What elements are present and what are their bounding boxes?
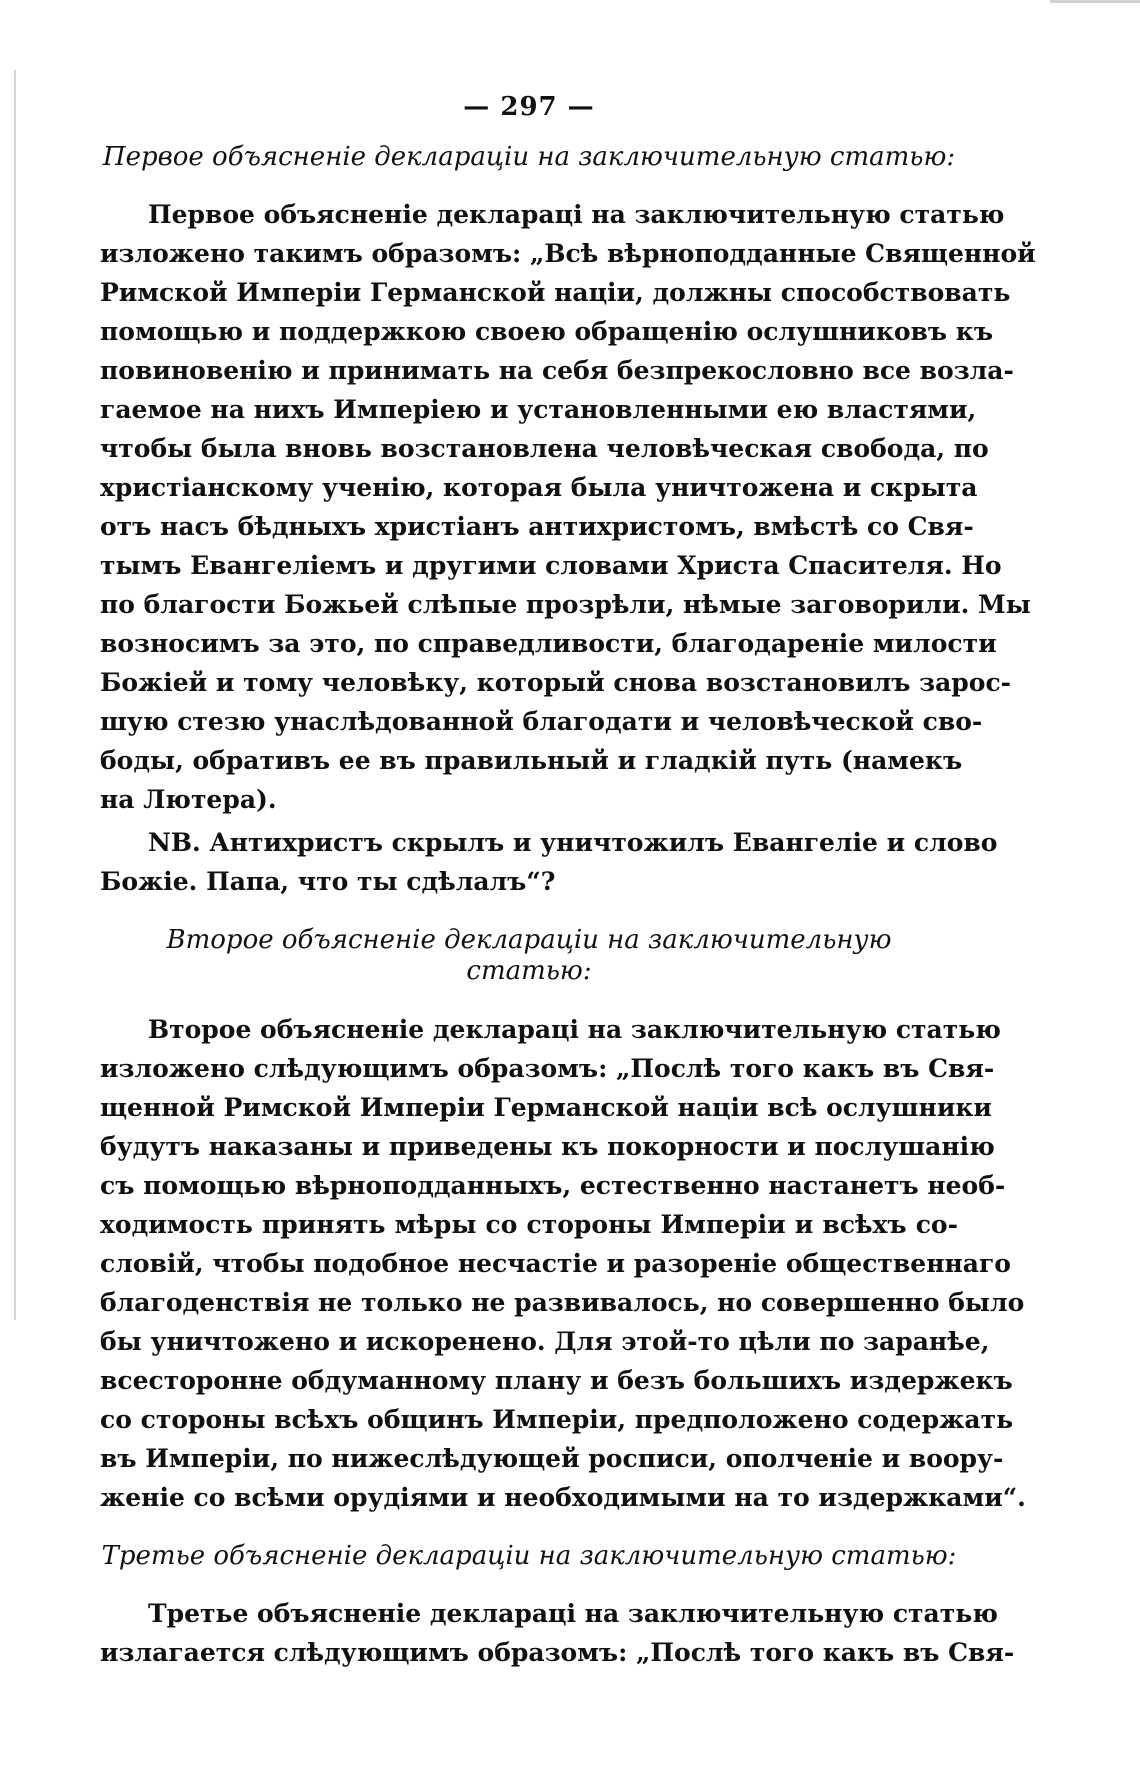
text-line: христіанскому ученію, которая была уничтожена и скрыта [100, 473, 978, 503]
text-line: изложено слѣдующимъ образомъ: „Послѣ того какъ въ Свя- [100, 1053, 995, 1083]
text-line: со стороны всѣхъ общинъ Имперіи, предположено содержать [100, 1404, 1014, 1434]
text-line: женіе со всѣми орудіями и необходимыми на то издержками“. [100, 1482, 1026, 1512]
text-line: излагается слѣдующимъ образомъ: „Послѣ того какъ въ Свя- [100, 1637, 1015, 1667]
text-line: будутъ наказаны и приведены къ покорности и послушанію [100, 1131, 995, 1161]
scan-edge-top [1050, 0, 1140, 3]
section-third-explanation [100, 1540, 1015, 1672]
text-line: NB. Антихристъ скрылъ и уничтожилъ Евангеліе и слово [148, 828, 998, 858]
text-line: Римской Имперіи Германской націи, должны способствовать [100, 278, 1011, 308]
section-heading: Третье объясненіе декларацiи на заключительную статью: [101, 1540, 957, 1571]
text-line: Божіей и тому человѣку, который снова возстановилъ зарос- [100, 668, 1012, 698]
paragraph [100, 195, 1036, 819]
text-line: гаемое на нихъ Имперіею и установленными ею властями, [100, 395, 977, 425]
section-heading: Второе объясненіе декларацiи на заключительную статью: [166, 925, 892, 987]
text-line: ходимость принять мѣры со стороны Имперіи и всѣхъ со- [100, 1209, 958, 1239]
text-line: щенной Римской Имперіи Германской націи всѣ ослушники [100, 1092, 992, 1122]
text-line: Божіе. Папа, что ты сдѣлалъ“? [100, 867, 556, 897]
text-line: изложено такимъ образомъ: „Всѣ вѣрноподданные Священной [100, 239, 1036, 269]
text-line: боды, обративъ ее въ правильный и гладкій путь (намекъ [100, 746, 963, 776]
text-line: бы уничтожено и искоренено. Для этой-то цѣли по заранѣе, [100, 1326, 990, 1356]
text-line: съ помощью вѣрноподданныхъ, естественно настанетъ необ- [100, 1170, 1006, 1200]
book-page [100, 92, 1036, 1696]
text-line: возносимъ за это, по справедливости, благодареніе милости [100, 629, 997, 659]
text-line: отъ насъ бѣдныхъ христіанъ антихристомъ, вмѣстѣ со Свя- [100, 512, 974, 542]
text-line: шую стезю унаслѣдованной благодати и человѣческой сво- [100, 707, 983, 737]
section-second-explanation [100, 925, 1026, 1516]
paragraph [100, 1594, 1015, 1672]
text-line: повиновенію и принимать на себя безпрекословно все возла- [100, 356, 1014, 386]
text-line: словій, чтобы подобное несчастіе и разореніе общественнаго [100, 1248, 1011, 1278]
page-number: — 297 — [463, 92, 595, 122]
text-line: Второе объясненіе декларацi на заключительную статью [148, 1014, 1001, 1044]
text-line: благоденствія не только не развивалось, но совершенно было [100, 1287, 1025, 1317]
text-line: чтобы была вновь возстановлена человѣческая свобода, по [100, 434, 989, 464]
text-line: помощью и поддержкою своею обращенію ослушниковъ къ [100, 317, 994, 347]
text-line: Первое объясненіе декларацi на заключительную статью [148, 200, 1005, 230]
scan-edge-left [14, 70, 16, 1320]
text-line: по благости Божьей слѣпые прозрѣли, нѣмые заговорили. Мы [100, 590, 1031, 620]
text-line: на Лютера). [100, 785, 277, 815]
text-line: въ Имперіи, по нижеслѣдующей росписи, ополченіе и воору- [100, 1443, 1004, 1473]
nota-bene-paragraph [100, 823, 998, 901]
text-line: тымъ Евангеліемъ и другими словами Христа Спасителя. Но [100, 551, 1002, 581]
paragraph [100, 1010, 1026, 1517]
text-line: всесторонне обдуманному плану и безъ большихъ издержекъ [100, 1365, 1013, 1395]
text-line: Третье объясненіе декларацi на заключительную статью [148, 1598, 998, 1628]
section-first-explanation [100, 142, 1036, 901]
section-heading: Первое объясненіе декларацiи на заключительную статью: [102, 142, 956, 172]
